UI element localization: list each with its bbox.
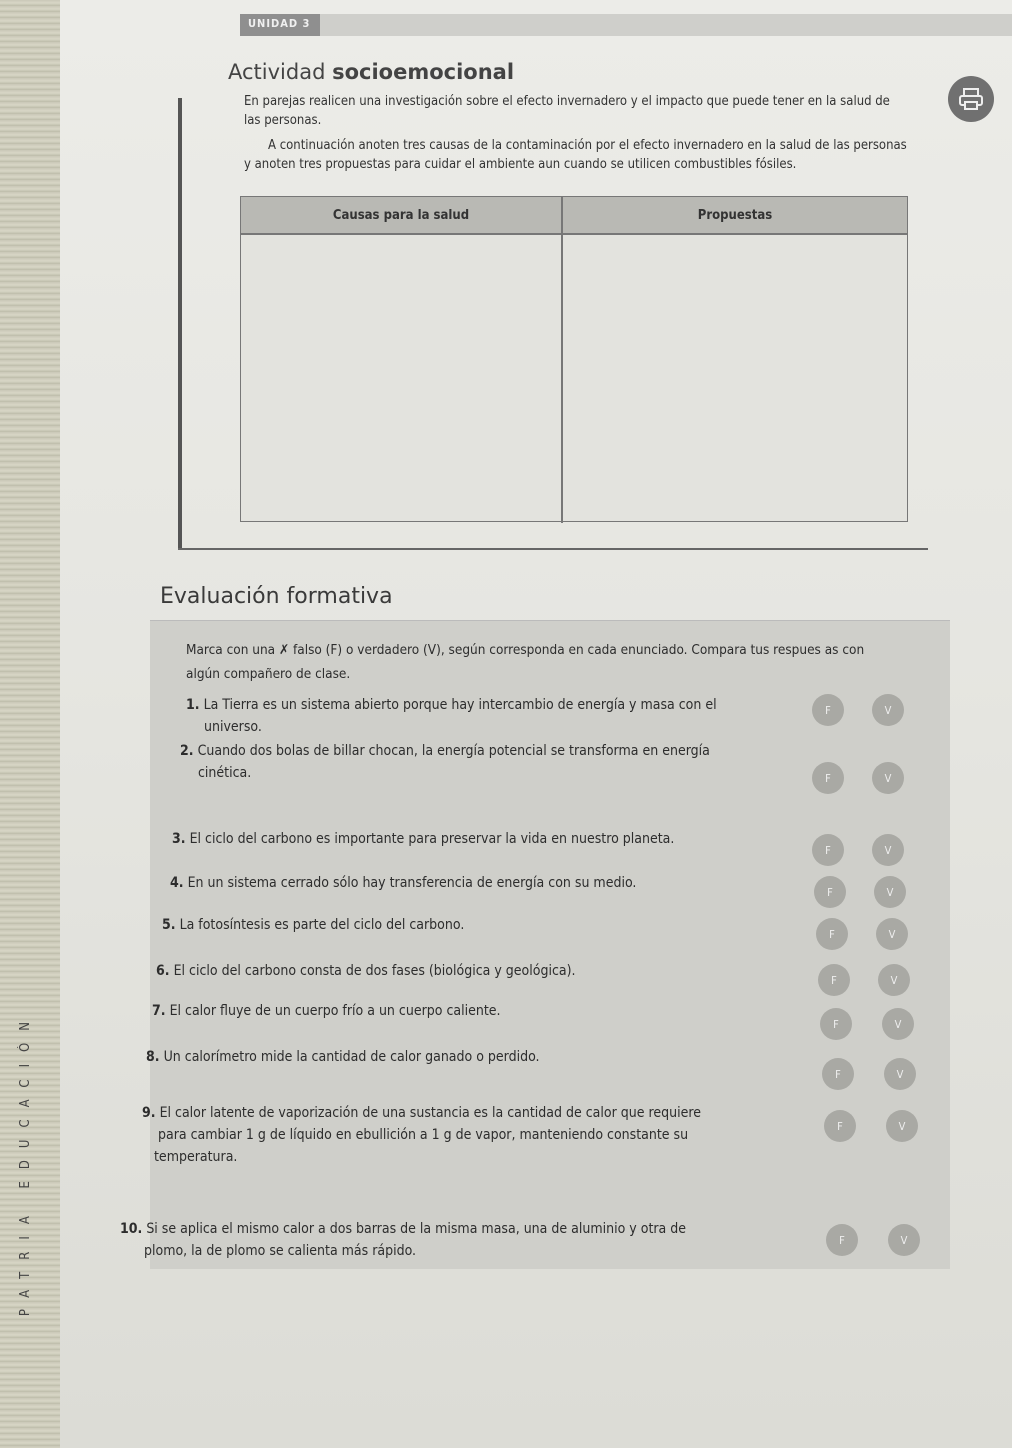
printer-icon <box>948 76 994 122</box>
section-divider-left <box>178 98 182 548</box>
question-text-cont: cinética. <box>198 765 252 781</box>
activity-title <box>228 60 514 84</box>
question-text: El calor latente de vaporización de una sustancia es la cantidad de calor que requiere <box>159 1105 701 1121</box>
question-text: El calor fluye de un cuerpo frío a un cuerpo caliente. <box>169 1003 501 1019</box>
question-text: Si se aplica el mismo calor a dos barras de la misma masa, una de aluminio y otra de <box>146 1221 687 1237</box>
publisher-spine-text: PATRIA EDUCACIÓN <box>18 1010 33 1317</box>
question-number: 4. <box>170 875 184 891</box>
question-5 <box>162 914 464 936</box>
option-true-5[interactable]: V <box>876 918 908 950</box>
unit-label: UNIDAD 3 <box>240 14 320 36</box>
option-false-8[interactable]: F <box>822 1058 854 1090</box>
question-number: 8. <box>146 1049 160 1065</box>
activity-title-bold: socioemocional <box>332 60 515 84</box>
table-header-causes: Causas para la salud <box>241 197 561 233</box>
question-4 <box>170 872 636 894</box>
question-text: Cuando dos bolas de billar chocan, la energía potencial se transforma en energía <box>197 743 710 759</box>
option-false-5[interactable]: F <box>816 918 848 950</box>
question-text: El ciclo del carbono es importante para preservar la vida en nuestro planeta. <box>189 831 675 847</box>
option-false-4[interactable]: F <box>814 876 846 908</box>
activity-paragraph-2 <box>244 136 907 174</box>
question-text: En un sistema cerrado sólo hay transferencia de energía con su medio. <box>187 875 637 891</box>
option-false-9[interactable]: F <box>824 1110 856 1142</box>
question-number: 10. <box>120 1221 143 1237</box>
causes-proposals-table <box>240 196 908 522</box>
option-true-8[interactable]: V <box>884 1058 916 1090</box>
question-text: El ciclo del carbono consta de dos fases (biológica y geológica). <box>173 963 576 979</box>
question-10 <box>120 1218 686 1262</box>
instructions-line2: algún compañero de clase. <box>186 666 351 682</box>
table-header-proposals: Propuestas <box>563 197 907 233</box>
activity-p1-line2: las personas. <box>244 113 322 128</box>
option-true-2[interactable]: V <box>872 762 904 794</box>
option-true-6[interactable]: V <box>878 964 910 996</box>
causes-answer-cell[interactable] <box>241 235 561 521</box>
option-true-10[interactable]: V <box>888 1224 920 1256</box>
activity-p2-line1: A continuación anoten tres causas de la contaminación por el efecto invernadero en la salud de las personas <box>268 138 907 153</box>
question-number: 3. <box>172 831 186 847</box>
question-number: 1. <box>186 697 200 713</box>
question-number: 6. <box>156 963 170 979</box>
option-false-1[interactable]: F <box>812 694 844 726</box>
question-text-cont2: temperatura. <box>154 1149 238 1165</box>
question-number: 7. <box>152 1003 166 1019</box>
activity-paragraph-1 <box>244 92 890 130</box>
option-true-1[interactable]: V <box>872 694 904 726</box>
evaluation-instructions <box>186 638 916 686</box>
option-false-6[interactable]: F <box>818 964 850 996</box>
question-text: La Tierra es un sistema abierto porque hay intercambio de energía y masa con el <box>203 697 717 713</box>
option-false-10[interactable]: F <box>826 1224 858 1256</box>
question-1 <box>186 694 717 738</box>
activity-p2-line2: y anoten tres propuestas para cuidar el ambiente aun cuando se utilicen combustibles fósiles. <box>244 157 797 172</box>
section-divider-bottom <box>178 548 928 550</box>
option-true-7[interactable]: V <box>882 1008 914 1040</box>
option-true-9[interactable]: V <box>886 1110 918 1142</box>
question-9 <box>142 1102 701 1168</box>
question-text-cont: plomo, la de plomo se calienta más rápido. <box>144 1243 417 1259</box>
question-text-cont: universo. <box>204 719 262 735</box>
question-3 <box>172 828 674 850</box>
option-false-7[interactable]: F <box>820 1008 852 1040</box>
option-true-3[interactable]: V <box>872 834 904 866</box>
question-text: La fotosíntesis es parte del ciclo del carbono. <box>179 917 465 933</box>
activity-p1-line1: En parejas realicen una investigación sobre el efecto invernadero y el impacto que puede tener en la salud de <box>244 94 890 109</box>
option-false-3[interactable]: F <box>812 834 844 866</box>
option-false-2[interactable]: F <box>812 762 844 794</box>
instructions-line1: Marca con una ✗ falso (F) o verdadero (V), según corresponda en cada enunciado. Compara tus respues as con <box>186 642 865 658</box>
question-number: 5. <box>162 917 176 933</box>
option-true-4[interactable]: V <box>874 876 906 908</box>
question-2 <box>180 740 710 784</box>
question-8 <box>146 1046 540 1068</box>
question-number: 2. <box>180 743 194 759</box>
question-text-cont: para cambiar 1 g de líquido en ebullición a 1 g de vapor, manteniendo constante su <box>158 1127 689 1143</box>
proposals-answer-cell[interactable] <box>563 235 907 521</box>
question-text: Un calorímetro mide la cantidad de calor ganado o perdido. <box>163 1049 540 1065</box>
header-bar <box>320 14 1012 36</box>
evaluation-title: Evaluación formativa <box>160 584 393 609</box>
question-7 <box>152 1000 501 1022</box>
question-6 <box>156 960 576 982</box>
question-number: 9. <box>142 1105 156 1121</box>
activity-title-light: Actividad <box>228 60 326 84</box>
